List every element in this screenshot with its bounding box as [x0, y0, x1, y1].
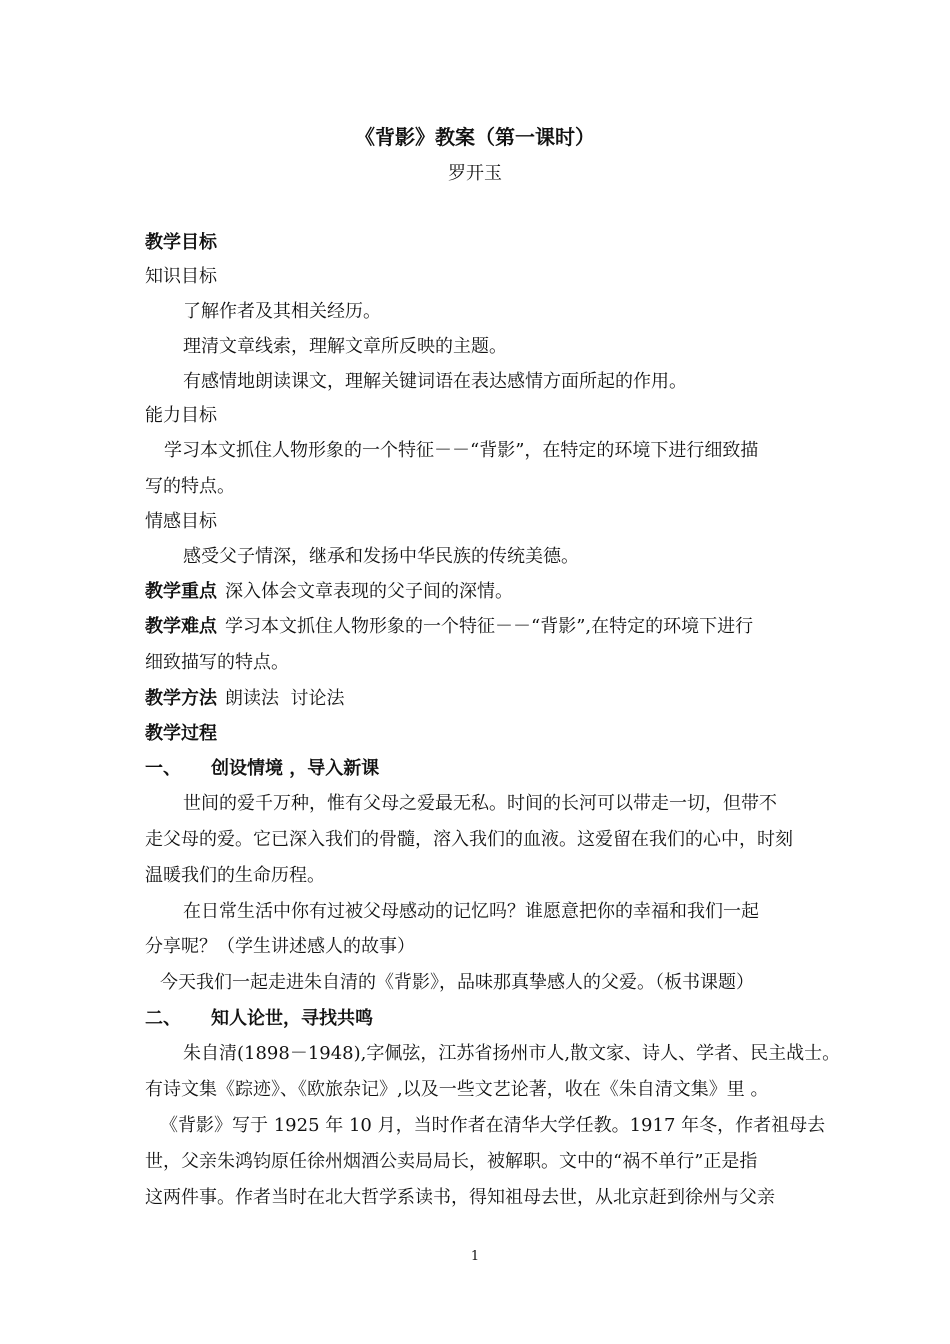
method-row — [145, 687, 825, 711]
paragraph-line: 今天我们一起走进朱自清的《背影》，品味那真挚感人的父爱。（板书课题） — [160, 972, 754, 993]
section-title: 知人论世，寻找共鸣 — [211, 1008, 373, 1029]
knowledge-item: 了解作者及其相关经历。 — [183, 301, 381, 322]
paragraph-line: 朱自清(1898－1948),字佩弦，江苏省扬州市人,散文家、诗人、学者、民主战士。 — [183, 1043, 841, 1064]
paragraph-line: 走父母的爱。它已深入我们的骨髓，溶入我们的血液。这爱留在我们的心中，时刻 — [145, 829, 793, 850]
author-name: 罗开玉 — [448, 163, 502, 184]
knowledge-item: 有感情地朗读课文，理解关键词语在表达感情方面所起的作用。 — [183, 371, 687, 392]
section-title: 创设情境 ，导入新课 — [211, 758, 380, 779]
difficulty-text-line: 学习本文抓住人物形象的一个特征－－“背影”,在特定的环境下进行 — [225, 616, 754, 637]
section-number: 一、 — [145, 758, 181, 779]
key-point-text: 深入体会文章表现的父子间的深情。 — [225, 581, 513, 602]
ability-label: 能力目标 — [145, 405, 217, 426]
section-1-heading — [145, 757, 825, 781]
paragraph-line: 世间的爱千万种，惟有父母之爱最无私。时间的长河可以带走一切，但带不 — [183, 793, 777, 814]
page-number: 1 — [470, 1249, 480, 1264]
emotion-label: 情感目标 — [145, 511, 217, 532]
difficulty-row — [145, 615, 825, 639]
paragraph-line: 世，父亲朱鸿钧原任徐州烟酒公卖局局长，被解职。文中的“祸不单行”正是指 — [145, 1151, 758, 1172]
paragraph-line: 在日常生活中你有过被父母感动的记忆吗？谁愿意把你的幸福和我们一起 — [183, 901, 759, 922]
ability-text-line: 写的特点。 — [145, 476, 235, 497]
paragraph-line: 这两件事。作者当时在北大哲学系读书，得知祖母去世，从北京赶到徐州与父亲 — [145, 1187, 775, 1208]
objectives-heading: 教学目标 — [145, 232, 217, 253]
difficulty-text-line: 细致描写的特点。 — [145, 652, 289, 673]
ability-text-line: 学习本文抓住人物形象的一个特征－－“背影”，在特定的环境下进行细致描 — [164, 440, 759, 461]
process-heading: 教学过程 — [145, 723, 217, 744]
paragraph-line: 分享呢？（学生讲述感人的故事） — [145, 936, 415, 957]
paragraph-line: 《背影》写于 1925 年 10 月，当时作者在清华大学任教。1917 年冬，作者祖母去 — [160, 1115, 826, 1136]
section-2-heading — [145, 1007, 825, 1031]
key-point-row — [145, 580, 825, 604]
method-text: 朗读法 讨论法 — [225, 688, 345, 709]
key-point-label: 教学重点 — [145, 581, 217, 602]
difficulty-label: 教学难点 — [145, 616, 217, 637]
paragraph-line: 温暖我们的生命历程。 — [145, 865, 325, 886]
document-title: 《背影》教案（第一课时） — [355, 125, 595, 149]
paragraph-line: 有诗文集《踪迹》、《欧旅杂记》,以及一些文艺论著，收在《朱自清文集》里 。 — [145, 1079, 769, 1100]
knowledge-item: 理清文章线索，理解文章所反映的主题。 — [183, 336, 507, 357]
method-label: 教学方法 — [145, 688, 217, 709]
section-number: 二、 — [145, 1008, 181, 1029]
emotion-item: 感受父子情深，继承和发扬中华民族的传统美德。 — [183, 546, 579, 567]
knowledge-label: 知识目标 — [145, 266, 217, 287]
